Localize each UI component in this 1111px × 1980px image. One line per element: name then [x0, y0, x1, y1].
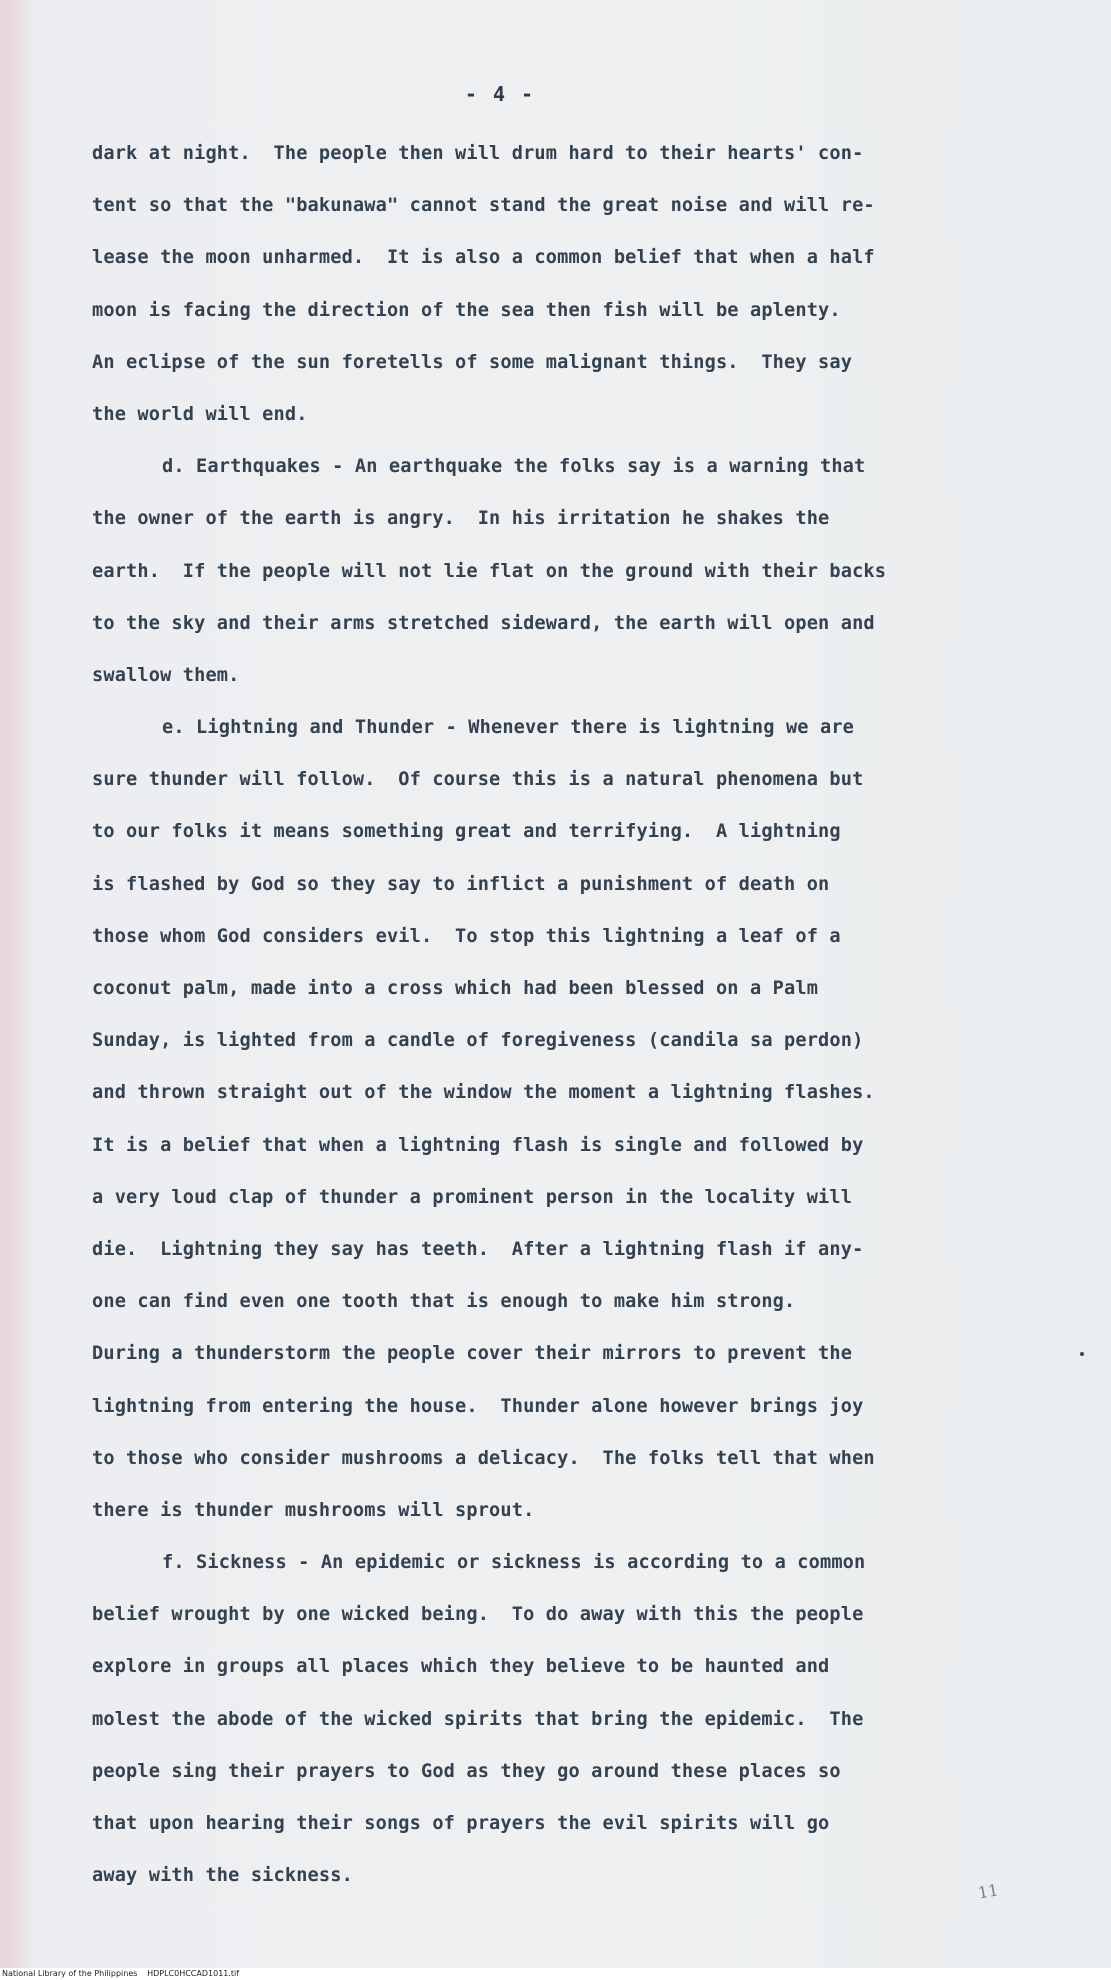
scan-footer	[0, 1968, 1111, 1980]
text-line: those whom God considers evil. To stop this lightning a leaf of a	[92, 925, 841, 947]
text-line: tent so that the "bakunawa" cannot stand the great noise and will re-	[92, 195, 875, 217]
text-line: there is thunder mushrooms will sprout.	[92, 1499, 535, 1521]
text-line: is flashed by God so they say to inflict a punishment of death on	[92, 873, 830, 895]
text-line: to those who consider mushrooms a delicacy. The folks tell that when	[92, 1447, 875, 1469]
text-line: to our folks it means something great and terrifying. A lightning	[92, 821, 841, 843]
paragraph-eclipse-continuation	[92, 128, 1022, 441]
paragraph-lightning-thunder	[92, 702, 1022, 1537]
text-line: and thrown straight out of the window the moment a lightning flashes.	[92, 1082, 875, 1104]
paragraph-sickness	[92, 1537, 1022, 1902]
text-line: die. Lightning they say has teeth. After a lightning flash if any-	[92, 1238, 864, 1260]
text-line: swallow them.	[92, 664, 240, 686]
text-line: that upon hearing their songs of prayers the evil spirits will go	[92, 1813, 830, 1834]
pencil-margin-note: 11	[976, 1880, 1000, 1903]
text-line: It is a belief that when a lightning flash is single and followed by	[92, 1134, 864, 1156]
text-line: a very loud clap of thunder a prominent person in the locality will	[92, 1186, 853, 1208]
text-line: lightning from entering the house. Thunder alone however brings joy	[92, 1395, 864, 1417]
text-line: away with the sickness.	[92, 1865, 353, 1887]
text-line: An eclipse of the sun foretells of some malignant things. They say	[92, 351, 853, 373]
text-line: Sunday, is lighted from a candle of foregiveness (candila sa perdon)	[92, 1030, 864, 1052]
text-line: the world will end.	[92, 403, 308, 425]
text-line: During a thunderstorm the people cover their mirrors to prevent the	[92, 1343, 853, 1365]
page-number: - 4 -	[464, 82, 536, 106]
text-line: dark at night. The people then will drum hard to their hearts' con-	[92, 143, 864, 164]
text-line: the owner of the earth is angry. In his irritation he shakes the	[92, 508, 830, 530]
text-line: molest the abode of the wicked spirits that bring the epidemic. The	[92, 1708, 864, 1730]
text-line: coconut palm, made into a cross which had been blessed on a Palm	[92, 978, 819, 999]
text-line: moon is facing the direction of the sea then fish will be aplenty.	[92, 299, 841, 321]
text-line: belief wrought by one wicked being. To do away with this the people	[92, 1604, 864, 1626]
paragraph-earthquakes	[92, 441, 1022, 702]
text-line: explore in groups all places which they believe to be haunted and	[92, 1656, 830, 1678]
text-line: sure thunder will follow. Of course this is a natural phenomena but	[92, 769, 864, 791]
footer-file-name: HDPLC0HCCAD1011.tif	[147, 1969, 240, 1978]
text-line: f. Sickness - An epidemic or sickness is according to a common	[162, 1552, 866, 1574]
text-line: one can find even one tooth that is enough to make him strong.	[92, 1291, 796, 1313]
text-line: earth. If the people will not lie flat on the ground with their backs	[92, 560, 887, 582]
text-line: to the sky and their arms stretched sideward, the earth will open and	[92, 612, 875, 634]
text-line: people sing their prayers to God as they go around these places so	[92, 1760, 841, 1782]
document-body	[92, 128, 1022, 1902]
footer-library-name: National Library of the Philippines	[2, 1969, 138, 1978]
text-line: d. Earthquakes - An earthquake the folks say is a warning that	[162, 456, 866, 478]
text-line: e. Lightning and Thunder - Whenever there is lightning we are	[162, 717, 855, 739]
margin-dot-mark	[1080, 1352, 1084, 1356]
text-line: lease the moon unharmed. It is also a common belief that when a half	[92, 247, 875, 269]
